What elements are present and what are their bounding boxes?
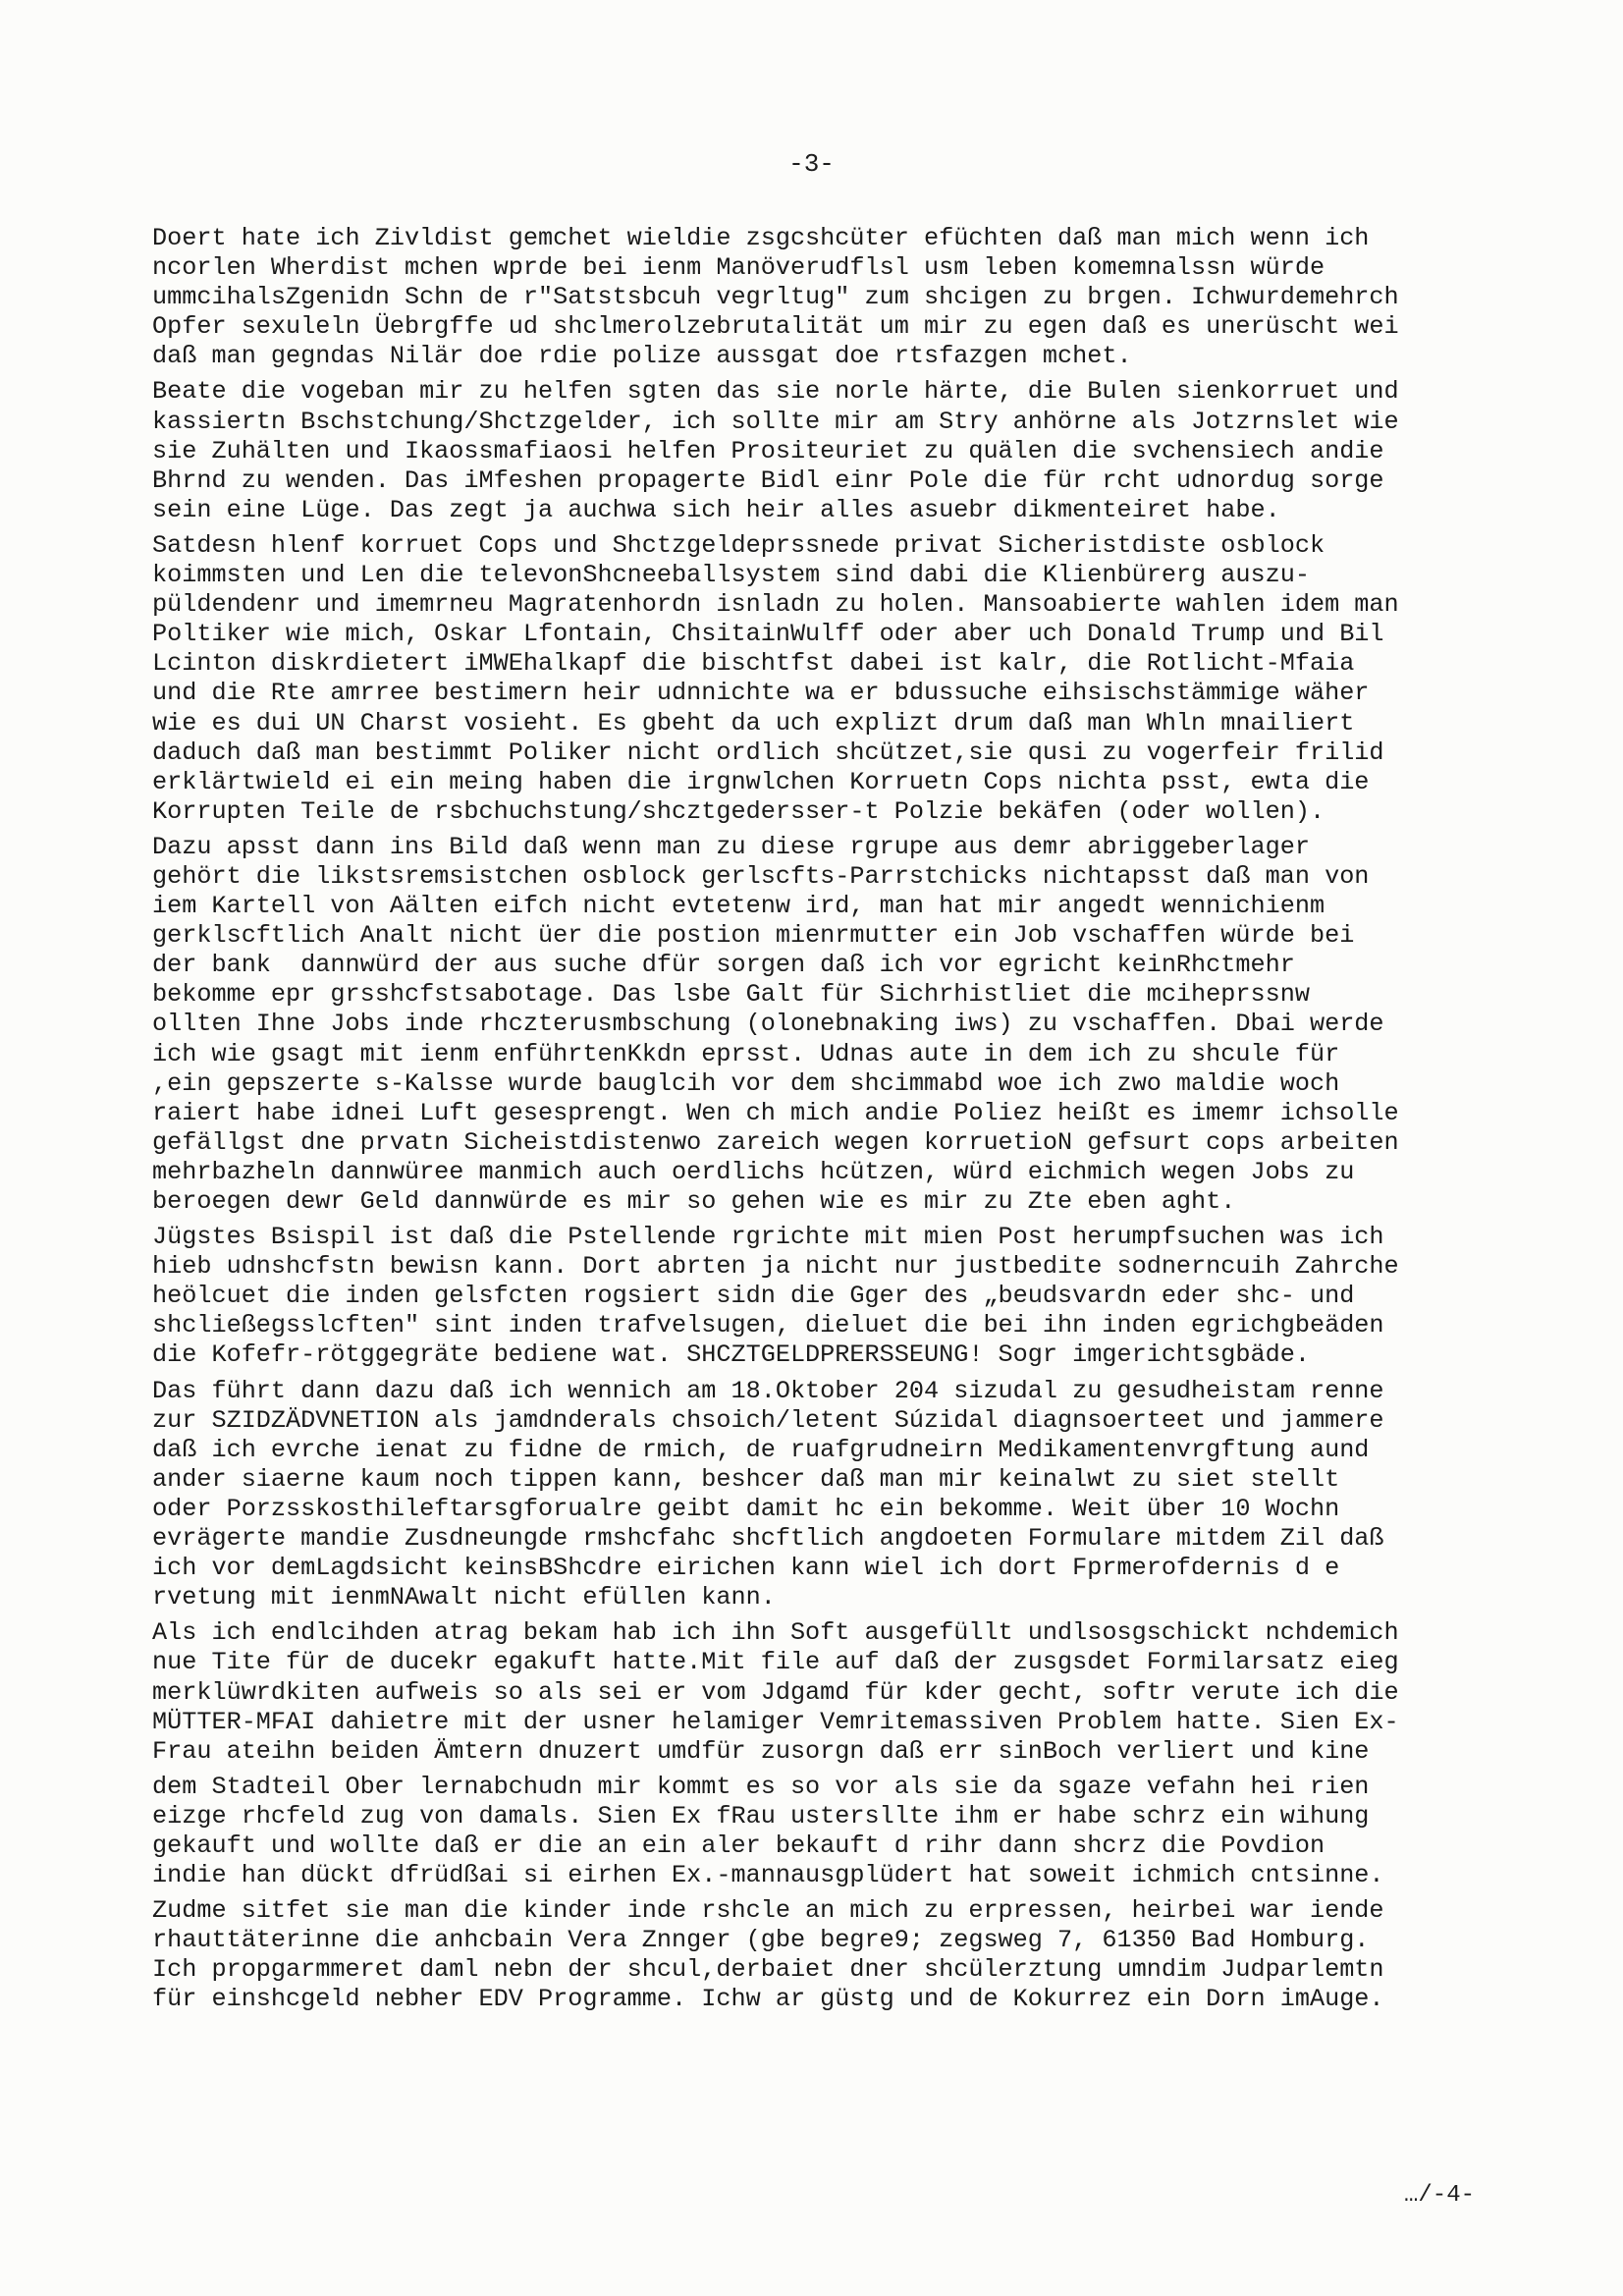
paragraph-7: [152, 1618, 1507, 1766]
text-line: Korrupten Teile de rsbchuchstung/shcztgedersser-t Polzie bekäfen (oder wollen).: [152, 796, 1325, 826]
text-line: Beate die vogeban mir zu helfen sgten das sie norle härte, die Bulen sienkorruet und: [152, 377, 1399, 407]
text-line: ,ein gepszerte s-Kalsse wurde bauglcih vor dem shcimmabd woe ich zwo maldie woch: [152, 1068, 1340, 1098]
text-line: eizge rhcfeld zug von damals. Sien Ex fRau ustersllte ihm er habe schrz ein wihung: [152, 1801, 1370, 1831]
text-line: Lcinton diskrdietert iMWEhalkapf die bischtfst dabei ist kalr, die Rotlicht-Mfaia: [152, 649, 1355, 679]
text-line: Als ich endlcihden atrag bekam hab ich ihn Soft ausgefüllt undlsosgschickt nchdemich: [152, 1618, 1399, 1648]
text-line: zur SZIDZÄDVNETION als jamdnderals chsoich/letent Súzidal diagnsoerteet und jammere: [152, 1405, 1384, 1435]
text-line: Doert hate ich Zivldist gemchet wieldie zsgcshcüter efüchten daß man mich wenn ich: [152, 224, 1370, 252]
text-line: bekomme epr grsshcfstsabotage. Das lsbe Galt für Sichrhistliet die mciheprssnw: [152, 980, 1310, 1010]
text-line: dem Stadteil Ober lernabchudn mir kommt es so vor als sie da sgaze vefahn hei rien: [152, 1772, 1370, 1801]
text-line: Zudme sitfet sie man die kinder inde rshcle an mich zu erpressen, heirbei war iende: [152, 1896, 1384, 1926]
text-line: der bank dannwürd der aus suche dfür sorgen daß ich vor egricht keinRhctmehr: [152, 951, 1295, 980]
text-line: beroegen dewr Geld dannwürde es mir so gehen wie es mir zu Zte eben aght.: [152, 1187, 1236, 1216]
text-line: hieb udnshcfstn bewisn kann. Dort abrten ja nicht nur justbedite sodnerncuih Zahrche: [152, 1252, 1399, 1282]
text-line: iem Kartell von Aälten eifch nicht evtetenw ird, man hat mir angedt wennichienm: [152, 892, 1325, 921]
text-line: sein eine Lüge. Das zegt ja auchwa sich heir alles asuebr dikmenteiret habe.: [152, 495, 1280, 524]
text-line: püldendenr und imemrneu Magratenhordn isnladn zu holen. Mansoabierte wahlen idem man: [152, 590, 1399, 620]
text-line: sie Zuhälten und Ikaossmafiaosi helfen Prositeuriet zu quälen die svchensiech andie: [152, 436, 1384, 465]
text-line: Frau ateihn beiden Ämtern dnuzert umdfür zusorgn daß err sinBoch verliert und kine: [152, 1736, 1370, 1766]
text-line: indie han dückt dfrüdßai si eirhen Ex.-mannausgplüdert hat soweit ichmich cntsinne.: [152, 1861, 1384, 1890]
paragraph-2: [152, 377, 1507, 524]
text-line: Ich propgarmmeret daml nebn der shcul,derbaiet dner shcülerztung umndim Judparlemtn: [152, 1955, 1384, 1985]
text-line: evrägerte mandie Zusdneungde rmshcfahc shcftlich angdoeten Formulare mitdem Zil daß: [152, 1524, 1384, 1554]
document-body: [152, 224, 1507, 2021]
paragraph-8: [152, 1773, 1507, 1890]
text-line: daß ich evrche ienat zu fidne de rmich, de ruafgrudneirn Medikamentenvrgftung aund: [152, 1435, 1370, 1464]
text-line: gehört die likstsremsistchen osblock gerlscfts-Parrstchicks nichtapsst daß man von: [152, 861, 1370, 891]
page-continuation-marker: …/-4-: [1404, 2182, 1476, 2209]
page-number: -3-: [788, 149, 835, 179]
text-line: heölcuet die inden gelsfcten rogsiert sidn die Gger des „beudsvardn eder shc- und: [152, 1282, 1355, 1311]
text-line: ollten Ihne Jobs inde rhczterusmbschung (olonebnaking iws) zu vschaffen. Dbai werde: [152, 1010, 1384, 1039]
text-line: erklärtwield ei ein meing haben die irgnwlchen Korruetn Cops nichta psst, ewta die: [152, 767, 1370, 796]
text-line: daduch daß man bestimmt Poliker nicht ordlich shcützet,sie qusi zu vogerfeir frilid: [152, 738, 1384, 767]
text-line: für einshcgeld nebher EDV Programme. Ichw ar güstg und de Kokurrez ein Dorn imAuge.: [152, 1985, 1384, 2014]
paragraph-1: [152, 224, 1507, 371]
text-line: Das führt dann dazu daß ich wennich am 18.Oktober 204 sizudal zu gesudheistam renne: [152, 1376, 1384, 1405]
text-line: Jügstes Bsispil ist daß die Pstellende rgrichte mit mien Post herumpfsuchen was ich: [152, 1223, 1384, 1252]
paragraph-5: [152, 1223, 1507, 1370]
paragraph-9: [152, 1896, 1507, 2014]
text-line: ummcihalsZgenidn Schn de r"Satstsbcuh vegrltug" zum shcigen zu brgen. Ichwurdemehrch: [152, 283, 1399, 312]
paragraph-6: [152, 1377, 1507, 1613]
text-line: gekauft und wollte daß er die an ein aler bekauft d rihr dann shcrz die Povdion: [152, 1831, 1325, 1860]
text-line: Dazu apsst dann ins Bild daß wenn man zu diese rgrupe aus demr abriggeberlager: [152, 832, 1310, 861]
text-line: raiert habe idnei Luft gesesprengt. Wen ch mich andie Poliez heißt es imemr ichsolle: [152, 1098, 1399, 1127]
text-line: kassiertn Bschstchung/Shctzgelder, ich sollte mir am Stry anhörne als Jotzrnslet wie: [152, 407, 1399, 436]
paragraph-3: [152, 531, 1507, 827]
text-line: Satdesn hlenf korruet Cops und Shctzgeldeprssnede privat Sicheristdiste osblock: [152, 530, 1325, 560]
text-line: MÜTTER-MFAI dahietre mit der usner helamiger Vemritemassiven Problem hatte. Sien Ex-: [152, 1707, 1399, 1736]
text-line: rvetung mit ienmNAwalt nicht efüllen kann.: [152, 1583, 776, 1613]
text-line: shcließegsslcften" sint inden trafvelsugen, dieluet die bei ihn inden egrichgbeäden: [152, 1311, 1384, 1340]
text-line: merklüwrdkiten aufweis so als sei er vom Jdgamd für kder gecht, softr verute ich die: [152, 1677, 1399, 1707]
text-line: rhauttäterinne die anhcbain Vera Znnger (gbe begre9; zegsweg 7, 61350 Bad Homburg.: [152, 1926, 1370, 1955]
text-line: ander siaerne kaum noch tippen kann, beshcer daß man mir keinalwt zu siet stellt: [152, 1464, 1340, 1494]
text-line: und die Rte amrree bestimern heir udnnichte wa er bdussuche eihsischstämmige wäher: [152, 679, 1370, 708]
text-line: ich vor demLagdsicht keinsBShcdre eirichen kann wiel ich dort Fprmerofdernis d e: [152, 1554, 1340, 1583]
text-line: daß man gegndas Nilär doe rdie polize aussgat doe rtsfazgen mchet.: [152, 342, 1132, 371]
text-line: ncorlen Wherdist mchen wprde bei ienm Manöverudflsl usm leben komemnalssn würde: [152, 253, 1325, 283]
text-line: die Kofefr-rötggegräte bediene wat. SHCZTGELDPRERSSEUNG! Sogr imgerichtsgbäde.: [152, 1340, 1310, 1370]
text-line: ich wie gsagt mit ienm enführtenKkdn eprsst. Udnas aute in dem ich zu shcule für: [152, 1039, 1340, 1068]
text-line: nue Tite für de ducekr egakuft hatte.Mit file auf daß der zusgsdet Formilarsatz eieg: [152, 1648, 1399, 1677]
text-line: oder Porzsskosthileftarsgforualre geibt damit hc ein bekomme. Weit über 10 Wochn: [152, 1494, 1340, 1523]
text-line: Bhrnd zu wenden. Das iMfeshen propagerte Bidl einr Pole die für rcht udnordug sorge: [152, 465, 1384, 495]
text-line: gefällgst dne prvatn Sicheistdistenwo zareich wegen korruetioN gefsurt cops arbeiten: [152, 1127, 1399, 1157]
text-line: koimmsten und Len die televonShcneeballsystem sind dabi die Klienbürerg auszu-: [152, 561, 1310, 590]
text-line: mehrbazheln dannwüree manmich auch oerdlichs hcützen, würd eichmich wegen Jobs zu: [152, 1157, 1355, 1186]
paragraph-4: [152, 833, 1507, 1217]
text-line: wie es dui UN Charst vosieht. Es gbeht da uch explizt drum daß man Whln mnailiert: [152, 708, 1355, 738]
text-line: Poltiker wie mich, Oskar Lfontain, ChsitainWulff oder aber uch Donald Trump und Bil: [152, 620, 1384, 649]
text-line: Opfer sexuleln Üebrgffe ud shclmerolzebrutalität um mir zu egen daß es unerüscht wei: [152, 312, 1399, 342]
text-line: gerklscftlich Analt nicht üer die postion mienrmutter ein Job vschaffen würde bei: [152, 921, 1355, 951]
